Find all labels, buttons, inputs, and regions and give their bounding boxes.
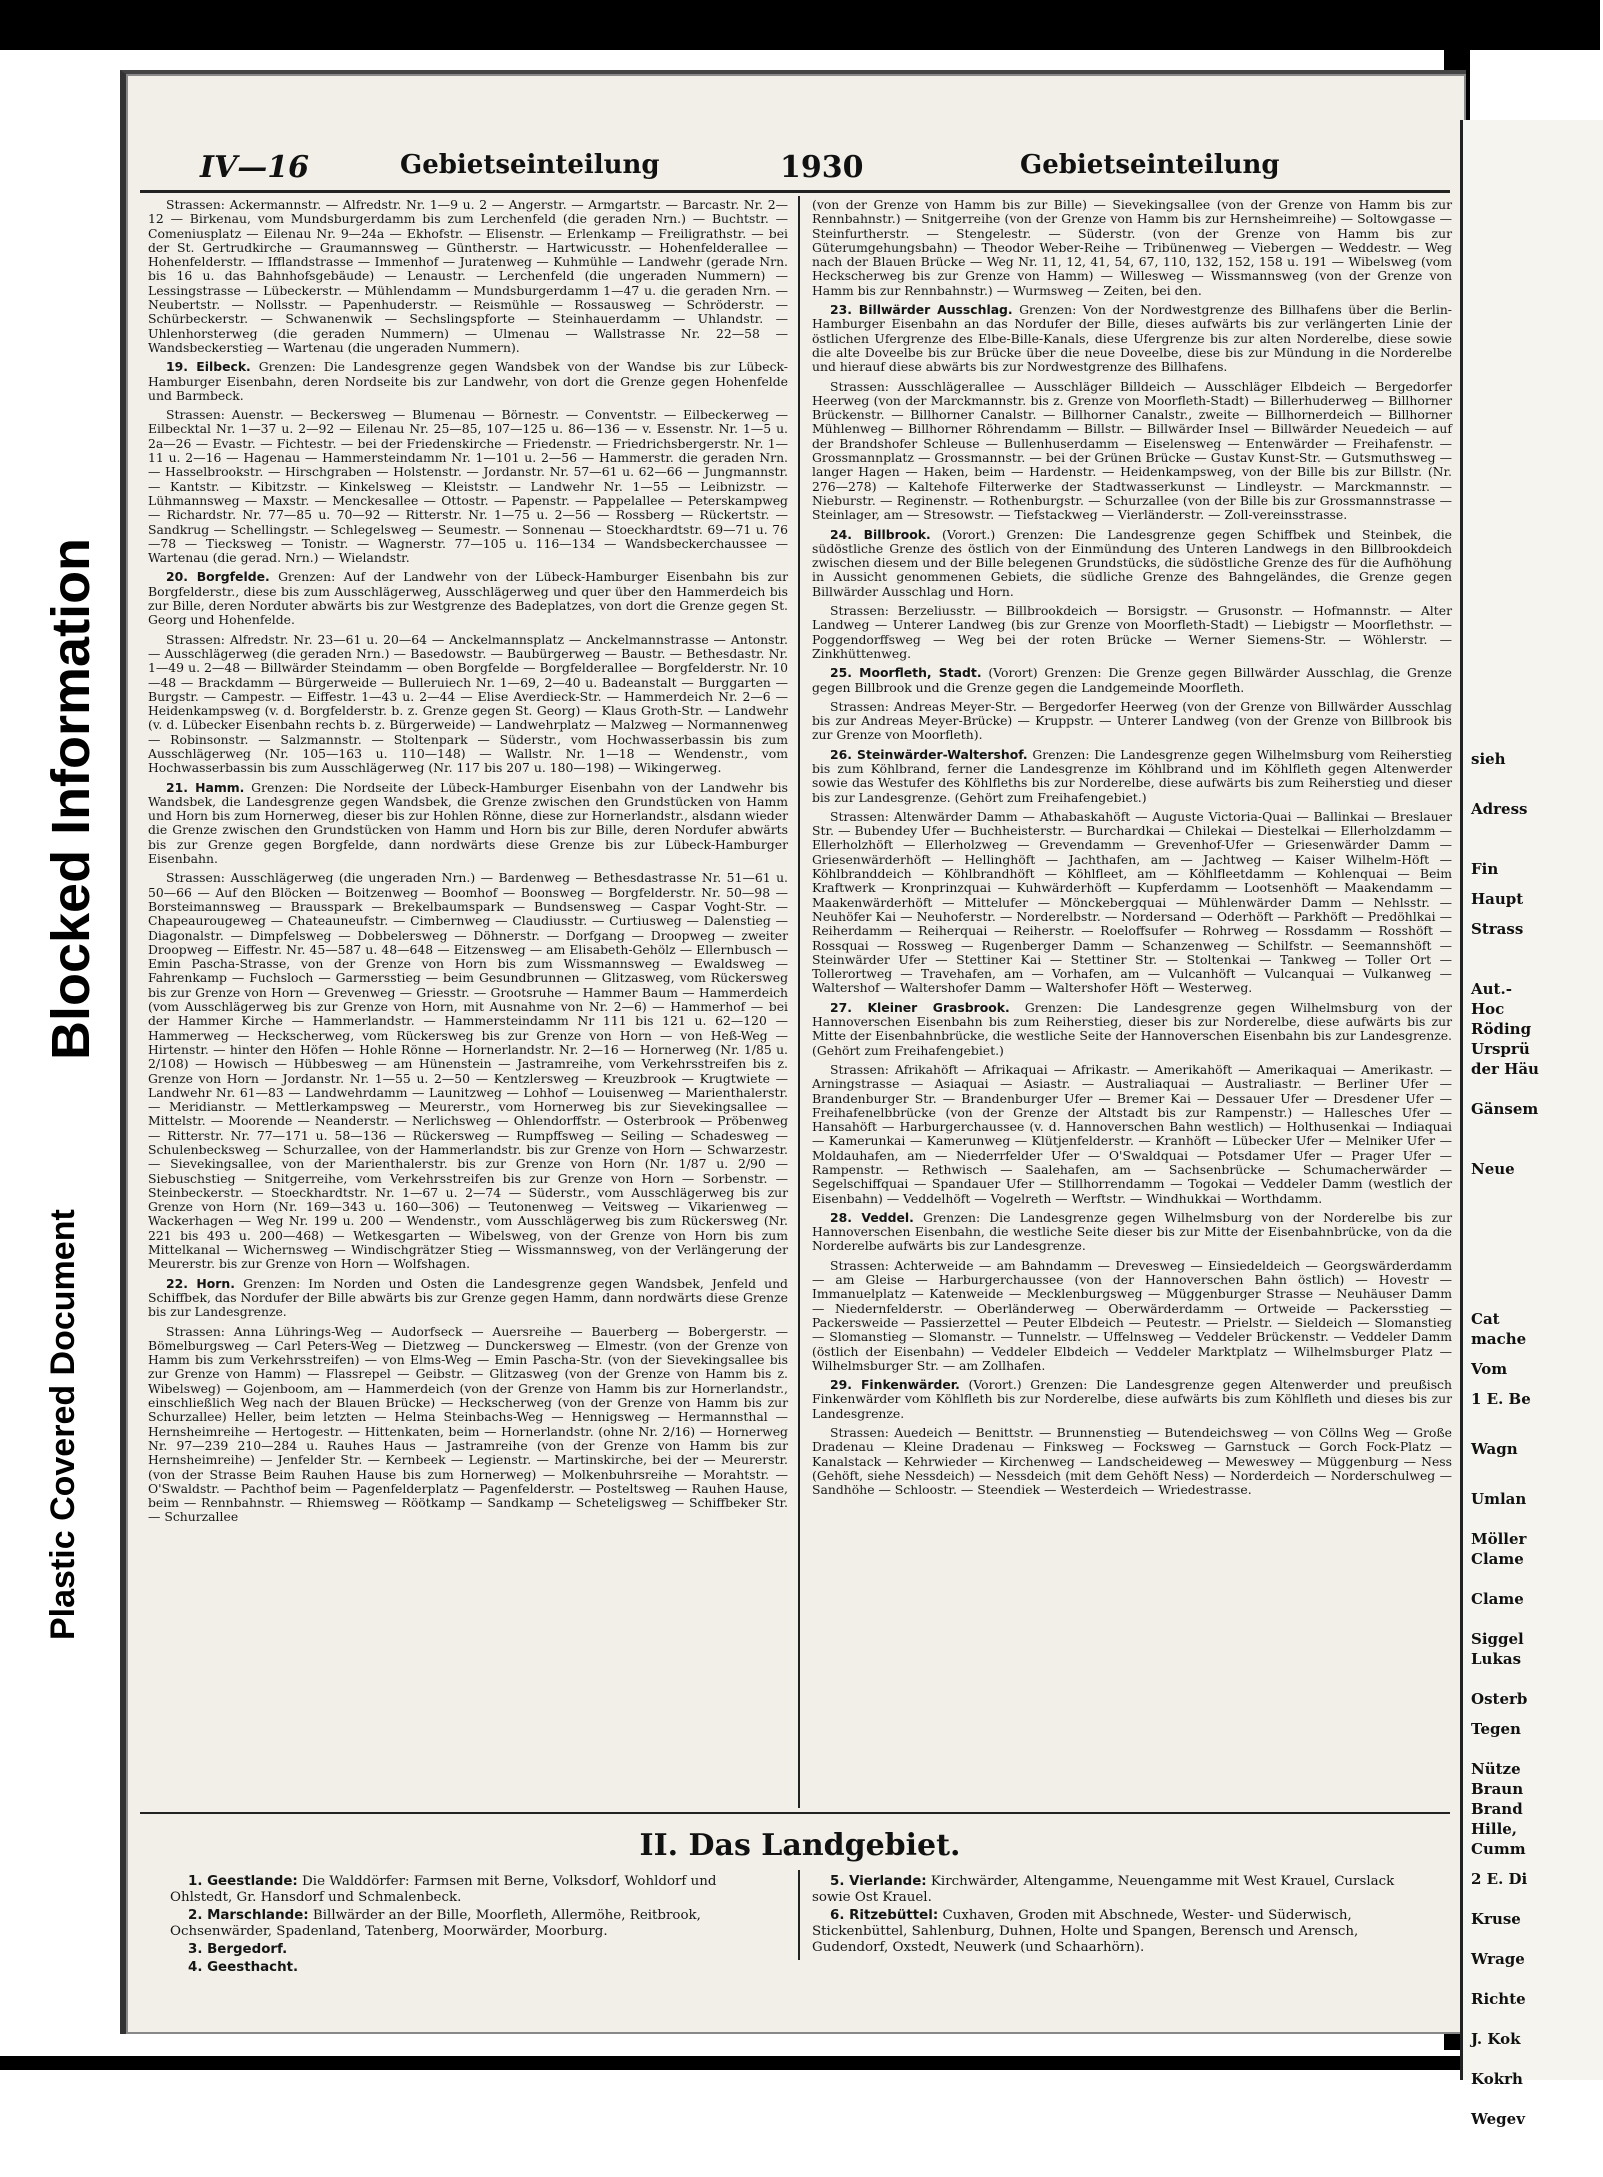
scan-edge-top [0, 0, 1600, 50]
section-28-strassen: Strassen: Achterweide — am Bahndamm — Drevesweg — Einsiedeldeich — Georgswärderdamm — am Gleise — Harburgerchaussee (von der Hannoverschen Bahn östlich) — Hovestr — Immanuelplatz — Katenweide — Mecklenburgsweg — Müggenburger Strasse — Neuhäuser Damm — Niedernfelderstr. — Oberländerweg — Oberwärderdamm — Ortweide — Packersstieg — Packersweide — Passierzettel — Peuter Elbdeich — Peutestr. — Prielstr. — Sieldeich — Slomanstieg — Slomanstieg — Slomanstr. — Tunnelstr. — Uffelnsweg — Veddeler Brückenstr. — Veddeler Damm (östlich der Eisenbahn) — Veddeler Elbdeich — Veddeler Marktplatz — Wilhelmsburger Platz — Wilhelmsburger Str. — am Zollhafen. [812, 1257, 1452, 1373]
adjacent-page-fragment: Clame [1471, 1550, 1524, 1568]
adjacent-page-fragment: Fin [1471, 860, 1499, 878]
section-19-strassen: Strassen: Auenstr. — Beckersweg — Blumenau — Börnestr. — Conventstr. — Eilbeckerweg — Eilbecktal Nr. 1—37 u. 2—92 — Eilenau Nr. 25—85, 107—125 u. 86—136 — v. Essenstr. Nr. 1—5 u. 2a—26 — Evastr. — Fichtestr. — bei der Friedenskirche — Friedenstr. — Friedrichsbergerstr. Nr. 1—11 u. 2—16 — Hagenau — Hammersteindamm Nr. 1—101 u. 2—56 — Hammerstr. die geraden Nrn. — Hasselbrookstr. — Hirschgraben — Holstenstr. — Jordanstr. Nr. 57—61 u. 62—66 — Jungmannstr. — Kantstr. — Kibitzstr. — Kinkelsweg — Kleiststr. — Landwehr Nr. 1—55 — Leibnizstr. — Lühmannsweg — Maxstr. — Menckesallee — Ottostr. — Papenstr. — Pappelallee — Peterskampweg — Richardstr. Nr. 77—85 u. 70—92 — Ritterstr. Nr. 1—75 u. 2—56 — Rossberg — Rückertstr. — Sandkrug — Schellingstr. — Schlegelsweg — Seumestr. — Sonnenau — Stoeckhardtstr. 69—71 u. 76—78 — Tiecksweg — Tonistr. — Wagnerstr. 77—105 u. 116—134 — Wandsbeckerchaussee — Wartenau (die gerad. Nrn.) — Wielandstr. [148, 407, 788, 566]
section-29 [812, 1378, 1452, 1421]
adjacent-page-fragment: Kokrh [1471, 2070, 1523, 2088]
section-21 [148, 781, 788, 867]
landgebiet-divider [798, 1870, 800, 1960]
landgebiet-item-title: 2. Marschlande: [188, 1908, 309, 1923]
adjacent-page-fragment: Neue [1471, 1160, 1515, 1178]
landgebiet-title: II. Das Landgebiet. [639, 1828, 961, 1863]
section-19 [148, 360, 788, 403]
section-28 [812, 1211, 1452, 1254]
adjacent-page-fragment: Kruse [1471, 1910, 1521, 1928]
adjacent-page-fragment: Umlan [1471, 1490, 1527, 1508]
landgebiet-item-text: Kirchwärder, Altengamme, Neuengamme mit West Krauel, Curslack sowie Ost Krauel. [812, 1874, 1395, 1905]
section-20-text: Grenzen: Auf der Landwehr von der Lübeck-Hamburger Eisenbahn bis zur Borgfelderstr., diese bis zum Ausschlägerweg, Ausschlägerweg und quer über den Hammerdeich bis zur Bille, deren Norduter abwärts bis zur Westgrenze des Badeplatzes, von dort die Grenze gegen St. Georg und Hohenfelde. [148, 569, 788, 628]
header-year: 1930 [780, 150, 864, 185]
adjacent-page-fragment: Wegev [1471, 2110, 1525, 2128]
landgebiet-item-text: Die Walddörfer: Farmsen mit Berne, Volksdorf, Wohldorf und Ohlstedt, Gr. Hansdorf und Schmalenbeck. [170, 1874, 717, 1905]
adjacent-page-fragment: 2 E. Di [1471, 1870, 1528, 1888]
adjacent-page-fragment: Braun [1471, 1780, 1524, 1798]
section-26-text: Grenzen: Die Landesgrenze gegen Wilhelmsburg vom Reiherstieg bis zum Köhlbrand, ferner die Landesgrenze im Köhlbrand und im Köhlfleth gegen Altenwerder sowie das Westufer des Köhlfleths bis zur Norderelbe, diese aufwärts bis zum Reiherstieg und dieser bis zur Landesgrenze. (Gehört zum Freihafengebiet.) [812, 746, 1452, 805]
plastic-covered-label: Plastic Covered Document [44, 1209, 82, 1640]
adjacent-page-fragment: Adress [1471, 800, 1528, 818]
landgebiet-item [170, 1942, 780, 1958]
landgebiet-item [170, 1874, 780, 1906]
section-21-text: Grenzen: Die Nordseite der Lübeck-Hamburger Eisenbahn von der Landwehr bis Wandsbek, die Landesgrenze gegen Wandsbek, die Grenze zwischen den Grundstücken von Hamm und Horn bis zum Hornerweg, dieser bis zur Hohlen Rönne, diese zur Hornerlandstr., alsdann wieder die Grenze zwischen den Grundstücken von Hamm und Horn bis zur Bille, deren Nordufer abwärts bis zur Grenze gegen Borgfelde, dann nordwärts diese Grenze bis zur Lübeck-Hamburger Eisenbahn. [148, 779, 788, 867]
section-24-strassen: Strassen: Berzeliusstr. — Billbrookdeich — Borsigstr. — Grusonstr. — Hofmannstr. — Alter Landweg — Unterer Landweg (bis zur Grenze von Moorfleth-Stadt) — Liebigstr — Moorflethstr. — Poggendorffsweg — Weg bei der roten Brücke — Werner Siemens-Str. — Wöhlerstr. — Zinkhüttenweg. [812, 603, 1452, 661]
section-24-title: 24. Billbrook. [830, 526, 931, 542]
header-rule [140, 190, 1450, 193]
section-20-strassen: Strassen: Alfredstr. Nr. 23—61 u. 20—64 — Anckelmannsplatz — Anckelmannstrasse — Antonstr. — Ausschlägerweg (die geraden Nrn.) — Basedowstr. — Baubürgerweg — Baustr. — Bethesdastr. Nr. 1—49 u. 2—48 — Billwärder Steindamm — oben Borgfelde — Borgfelderallee — Borgfelderstr. Nr. 10—48 — Brackdamm — Bürgerweide — Bulleruiech Nr. 1—69, 2—40 u. Badeanstalt — Burggarten — Burgstr. — Campestr. — Eiffestr. 1—43 u. 2—44 — Elise Averdieck-Str. — Hammerdeich Nr. 2—6 — Heidenkampsweg (v. d. Borgfelderstr. b. z. Grenze gegen St. Georg) — Klaus Groth-Str. — Landwehr (v. d. Lübecker Eisenbahn rechts b. z. Bürgerweide) — Landwehrplatz — Malzweg — Normannenweg — Robinsonstr. — Salzmannstr. — Stoltenpark — Süderstr., vom Hochwasserbassin bis zum Ausschlägerweg (Nr. 105—163 u. 110—148) — Wallstr. Nr. 1—18 — Wendenstr., vom Hochwasserbassin bis zum Ausschlägerweg (Nr. 117 bis 207 u. 180—198) — Wikingerweg. [148, 631, 788, 776]
section-20 [148, 570, 788, 627]
header-title-left: Gebietseinteilung [400, 150, 660, 180]
section-19-title: 19. Eilbeck. [166, 359, 251, 375]
adjacent-page-edge [1460, 120, 1603, 2128]
adjacent-page-fragment: Nütze [1471, 1760, 1521, 1778]
adjacent-page-fragment: 1 E. Be [1471, 1390, 1531, 1408]
adjacent-page-fragment: Hoc [1471, 1000, 1505, 1018]
section-20-title: 20. Borgfelde. [166, 569, 270, 585]
landgebiet-right [812, 1874, 1412, 1958]
landgebiet-item-text: Billwärder an der Bille, Moorfleth, Allermöhe, Reitbrook, Ochsenwärder, Spadenland, Tatenberg, Moorwärder, Moorburg. [170, 1908, 701, 1939]
adjacent-page-fragment: der Häu [1471, 1060, 1539, 1078]
landgebiet-item-title: 6. Ritzebüttel: [830, 1908, 939, 1923]
adjacent-page-fragment: Osterb [1471, 1690, 1528, 1708]
section-28-text: Grenzen: Die Landesgrenze gegen Wilhelmsburg von der Norderelbe bis zur Hannoverschen Eisenbahn, die westliche Seite dieser bis zur Mitte der Eisenbahnbrücke, von da die Norderelbe aufwärts bis zur Landesgrenze. [812, 1209, 1452, 1254]
section-22-title: 22. Horn. [166, 1275, 235, 1291]
landgebiet-item-title: 3. Bergedorf. [188, 1942, 288, 1957]
landgebiet-item-title: 4. Geesthacht. [188, 1960, 299, 1975]
section-28-title: 28. Veddel. [830, 1209, 914, 1225]
adjacent-page-fragment: Hille, [1471, 1820, 1518, 1838]
section-26-title: 26. Steinwärder-Waltershof. [830, 746, 1028, 762]
column-divider [798, 196, 800, 1808]
landgebiet-item [812, 1908, 1412, 1956]
adjacent-page-fragment: Clame [1471, 1590, 1524, 1608]
adjacent-page-fragment: Cumm [1471, 1840, 1526, 1858]
section-27 [812, 1001, 1452, 1058]
page-number: IV—16 [200, 150, 310, 185]
section-22 [148, 1277, 788, 1320]
adjacent-page-fragment: sieh [1471, 750, 1506, 768]
adjacent-page-fragment: J. Kok [1471, 2030, 1521, 2048]
section-23-strassen: Strassen: Ausschlägerallee — Ausschläger Billdeich — Ausschläger Elbdeich — Bergedorfer Heerweg (von der Marckmannstr. bis z. Grenze von Moorfleth-Stadt) — Billerhuderweg — Billhorner Brückenstr. — Billhorner Canalstr. — Billhorner Canalstr., zweite — Billhornerdeich — Billhorner Mühlenweg — Billhorner Röhrendamm — Billstr. — Billwärder Insel — Billwärder Neuedeich — auf der Brandshofer Schleuse — Bullenhuserdamm — Eiselensweg — Entenwärder — Freihafenstr. — Grossmannplatz — Grossmannstr. — bei der Grünen Brücke — Gustav Kunst-Str. — Gutsmuthsweg — langer Hagen — Haken, beim — Hardenstr. — Heidenkampsweg, von der Bille bis zur Billstr. (Nr. 276—278) — Kaltehofe Filterwerke der Stadtwasserkunst — Lindleystr. — Marckmannstr. — Nieburstr. — Reginenstr. — Rothenburgstr. — Schurzallee (von der Bille bis zur Grossmannstrasse — Steinlager, am — Stresowstr. — Tiefstackweg — Vierländerstr. — Zoll-vereinsstrasse. [812, 378, 1452, 523]
section-21-strassen: Strassen: Ausschlägerweg (die ungeraden Nrn.) — Bardenweg — Bethesdastrasse Nr. 51—61 u. 50—66 — Auf den Blöcken — Boitzenweg — Boomhof — Boonsweg — Borgfelderstr. Nr. 50—98 — Borsteimannsweg — Brausspark — Brekelbaumspark — Bundsensweg — Caspar Voght-Str. — Chapeaurougeweg — Chateauneufstr. — Cimbernweg — Claudiusstr. — Curtiusweg — Dalenstieg — Diagonalstr. — Dimpfelsweg — Dobbelersweg — Döhnerstr. — Dorfgang — Droopweg — zweiter Droopweg — Eiffestr. Nr. 45—587 u. 48—648 — Eitzensweg — am Elisabeth-Gehölz — Ellernbusch — Emin Pascha-Strasse, von der Grenze von Horn bis zum Wissmannsweg — Ewaldsweg — Fahrenkamp — Fuchsloch — Garmersstieg — beim Gesundbrunnen — Glitzasweg, vom Rückersweg bis zur Grenze von Horn — Grevenweg — Griesstr. — Grootsruhe — Hammer Baum — Hammerdeich (vom Ausschlägerweg bis zur Grenze von Horn, mit Ausnahme von Nr. 2—6) — Hammerhof — bei der Hammer Kirche — Hammerlandstr. — Hammersteindamm Nr 111 bis 121 u. 62—120 — Hammerweg — Heckscherweg, vom Rückersweg bis zur Grenze von Horn — von Heß-Weg — Hirtenstr. — hinter den Höfen — Hohle Rönne — Hornerlandstr. Nr. 2—16 — Hornerweg (Nr. 1/85 u. 2/108) — Howisch — Hübbesweg — am Hünenstein — Jastramreihe, vom Verkehrsstreifen bis z. Grenze von Horn — Jordanstr. Nr. 1—55 u. 2—50 — Kentzlersweg — Kreuzbrook — Krugtwiete — Landwehr Nr. 61—83 — Landwehrdamm — Launitzweg — Lohhof — Louisenweg — Marienthalerstr. — Meridianstr. — Mettlerkampsweg — Meurerstr., vom Hornerweg bis zur Sievekingsallee — Mittelstr. — Moorende — Neanderstr. — Nerlichsweg — Ohlendorffstr. — Osterbrook — Pröbenweg — Ritterstr. Nr. 77—171 u. 58—136 — Rückersweg — Rumpffsweg — Seiling — Schadesweg — Schulenbecksweg — Schurzallee, von der Hammerlandstr. bis zur Grenze von Horn — Schwarzestr. — Sievekingsallee, von der Marienthalerstr. bis zur Grenze von Horn (Nr. 1/87 u. 2/90 — Siebuschstieg — Snitgerreihe, vom Verkehrsstreifen bis zur Grenze von Horn — Sorbenstr. — Steinbeckerstr. — Stoeckhardtstr. Nr. 1—67 u. 2—74 — Süderstr., vom Ausschlägerweg bis zur Grenze von Horn (Nr. 169—343 u. 160—306) — Teutonenweg — Veitsweg — Vikarienweg — Wackerhagen — Weg Nr. 199 u. 200 — Wendenstr., vom Ausschlägerweg bis zum Rückersweg (Nr. 221 bis 493 u. 200—468) — Wetkesgarten — Wibelsweg, von der Grenze von Horn bis zum Mittelkanal — Wichernsweg — Windischgrätzer Stieg — Wissmannsweg, von der Verlängerung der Meurerstr. bis zur Grenze von Horn — Wolfshagen. [148, 870, 788, 1272]
section-23-title: 23. Billwärder Ausschlag. [830, 302, 1013, 318]
adjacent-page-fragment: Strass [1471, 920, 1524, 938]
left-column [148, 198, 788, 1806]
section-29-text: (Vorort.) Grenzen: Die Landesgrenze gegen Altenwerder und preußisch Finkenwärder vom Köhlfleth bis zur Norderelbe, diese aufwärts bis zum Köhlfleth und dieses bis zur Landesgrenze. [812, 1377, 1452, 1421]
adjacent-page-fragment: Ursprü [1471, 1040, 1530, 1058]
landgebiet-item [170, 1960, 780, 1976]
landgebiet-item-title: 1. Geestlande: [188, 1874, 298, 1889]
landgebiet-item [170, 1908, 780, 1940]
section-22-text: Grenzen: Im Norden und Osten die Landesgrenze gegen Wandsbek, Jenfeld und Schiffbek, das Nordufer der Bille abwärts bis zur Grenze gegen Hamm, dann nordwärts diese Grenze bis zur Landesgrenze. [148, 1275, 788, 1320]
adjacent-page-fragment: Richte [1471, 1990, 1526, 2008]
adjacent-page-fragment: Wrage [1471, 1950, 1525, 1968]
intro-strassen: Strassen: Ackermannstr. — Alfredstr. Nr. 1—9 u. 2 — Angerstr. — Armgartstr. — Barcastr. Nr. 2—12 — Birkenau, vom Mundsburgerdamm bis zum Lerchenfeld (die geraden Nrn.) — Buchtstr. — Comeniusplatz — Eilenau Nr. 9—24a — Ekhofstr. — Elisenstr. — Erlenkamp — Freiligrathstr. — bei der St. Gertrudkirche — Graumannsweg — Güntherstr. — Hartwicusstr. — Hohenfelderallee — Hohenfelderstr. — Ifflandstrasse — Immenhof — Juratenweg — Kuhmühle — Landwehr (gerade Nrn. bis 16 u. das Bahnhofsgebäude) — Lenaustr. — Lerchenfeld (die ungeraden Nummern) — Lessingstrasse — Lübeckerstr. — Mühlendamm — Mundsburgerdamm 1—47 u. die geraden Nrn. — Neubertstr. — Nollsstr. — Papenhuderstr. — Reismühle — Rossausweg — Schröderstr. — Schürbeckerstr. — Schwanenwik — Sechslingspforte — Steinhauerdamm — Uhlandstr. — Uhlenhorsterweg (die geraden Nummern) — Ulmenau — Wallstrasse Nr. 22—58 — Wandsbeckerstieg — Wartenau (die ungeraden Nummern). [148, 197, 788, 355]
adjacent-page-fragment: Gänsem [1471, 1100, 1539, 1118]
adjacent-page-fragment: Vom [1471, 1360, 1508, 1378]
section-23 [812, 303, 1452, 374]
section-rule [140, 1812, 1450, 1814]
landgebiet-left [170, 1874, 780, 1978]
adjacent-page-fragment: Haupt [1471, 890, 1524, 908]
section-25-title: 25. Moorfleth, Stadt. [830, 665, 982, 681]
adjacent-page-fragment: Tegen [1471, 1720, 1521, 1738]
section-27-strassen: Strassen: Afrikahöft — Afrikaquai — Afrikastr. — Amerikahöft — Amerikaquai — Amerikastr. — Arningstrasse — Asiaquai — Asiastr. — Australiaquai — Australiastr. — Berliner Ufer — Brandenburger Str. — Brandenburger Ufer — Bremer Kai — Dessauer Ufer — Dresdener Ufer — Freihafenelbbrücke (von der Grenze der Altstadt bis zur Rampenstr.) — Hallesches Ufer — Hansahöft — Harburgerchaussee (v. d. Hannoverschen Bahn westlich) — Holthusenkai — Indiaquai — Kamerunkai — Kamerunweg — Klütjenfelderstr. — Kranhöft — Lübecker Ufer — Melniker Ufer — Moldauhafen, am — Niederrfelder Ufer — O'Swaldquai — Potsdamer Ufer — Prager Ufer — Rampenstr. — Rethwisch — Saalehafen, am — Sachsenbrücke — Schumacherwärder — Segelschiffquai — Spandauer Ufer — Stillhorrendamm — Togokai — Veddeler Damm (westlich der Eisenbahn) — Veddelhöft — Vogelreth — Werftstr. — Windhukkai — Worthdamm. [812, 1061, 1452, 1206]
adjacent-page-fragment: Lukas [1471, 1650, 1522, 1668]
section-19-text: Grenzen: Die Landesgrenze gegen Wandsbek von der Wandse bis zur Lübeck-Hamburger Eisenbahn, deren Nordseite bis zur Landwehr, von dort die Grenze gegen Hohenfelde und Barmbeck. [148, 359, 788, 403]
section-25-strassen: Strassen: Andreas Meyer-Str. — Bergedorfer Heerweg (von der Grenze von Billwärder Ausschlag bis zur Andreas Meyer-Brücke) — Kruppstr. — Unterer Landweg (von der Grenze von Billbrook bis zur Grenze von Moorfleth). [812, 698, 1452, 743]
blocked-information-label: Blocked Information [41, 537, 101, 1060]
adjacent-page-fragment: Möller [1471, 1530, 1527, 1548]
section-24-text: (Vorort.) Grenzen: Die Landesgrenze gegen Schiffbek und Steinbek, die südöstliche Grenze des östlich von der Einmündung des Unteren Landwegs in den Billbrookdeich zwischen diesem und der Bille belegenen Grundstücks, die südöstliche Grenze des für die Aufhöhung in Aussicht genommenen Gebiets, die südliche Grenze des Bahngeländes, die Grenze gegen Billwärder Ausschlag und Horn. [812, 526, 1452, 599]
section-26-strassen: Strassen: Altenwärder Damm — Athabaskahöft — Auguste Victoria-Quai — Ballinkai — Breslauer Str. — Bubendey Ufer — Buchheisterstr. — Burchardkai — Chilekai — Diestelkai — Ellerholzdamm — Ellerholzhöft — Ellerholzweg — Grevendamm — Grevenhof-Ufer — Griesenwärder Damm — Griesenwärderhöft — Hellinghöft — Jachthafen, am — Jachtweg — Kaiser Wilhelm-Höft — Köhlbranddeich — Köhlbrandhöft — Köhlfleet, am — Köhlfleetdamm — Kohlenquai — Beim Kraftwerk — Kronprinzquai — Kuhwärderhöft — Kupferdamm — Lootsenhöft — Maakendamm — Maakenwärderhöft — Mittelufer — Mönckebergquai — Mühlenwärder Damm — Nehlsstr. — Neuhöfer Kai — Neuhoferstr. — Norderelbstr. — Nordersand — Oderhöft — Parkhöft — Predöhlkai — Reiherdamm — Reiherquai — Reiherstr. — Roeloffsufer — Rohrweg — Rossdamm — Rosshöft — Rossquai — Rossweg — Rugenberger Damm — Schanzenweg — Schilfstr. — Seemannshöft — Steinwärder Ufer — Stettiner Kai — Stettiner Str. — Stoltenkai — Tankweg — Toller Ort — Tollerortweg — Travehafen, am — Vorhafen, am — Vulcanhöft — Vulcanquai — Vulkanweg — Waltershof — Waltershofer Damm — Waltershofer Höft — Westerweg. [812, 808, 1452, 996]
section-25-text: (Vorort) Grenzen: Die Grenze gegen Billwärder Ausschlag, die Grenze gegen Billbrook und die Grenze gegen die Landgemeinde Moorfleth. [812, 665, 1452, 695]
section-29-title: 29. Finkenwärder. [830, 1377, 960, 1393]
landgebiet-item-text: Cuxhaven, Groden mit Abschnede, Wester- und Süderwisch, Stickenbüttel, Sahlenburg, Duhnen, Holte und Spangen, Berensch und Arensch, Gudendorf, Oxstedt, Neuwerk (und Schaarhörn). [812, 1908, 1359, 1955]
landgebiet-item-title: 5. Vierlande: [830, 1874, 927, 1889]
section-27-text: Grenzen: Die Landesgrenze gegen Wilhelmsburg von der Hannoverschen Eisenbahn bis zum Reiherstieg, dieser bis zur Norderelbe, diese aufwärts bis zur Mitte der Eisenbahnbrücke, die westliche Seite der Hannoverschen Eisenbahn bis zur Landesgrenze. (Gehört zum Freihafengebiet.) [812, 999, 1452, 1058]
section-25 [812, 666, 1452, 695]
adjacent-page-fragment: Brand [1471, 1800, 1523, 1818]
adjacent-page-fragment: Aut.- [1471, 980, 1512, 998]
section-26 [812, 748, 1452, 805]
section-24 [812, 528, 1452, 599]
adjacent-page-fragment: mache [1471, 1330, 1527, 1348]
adjacent-page-fragment: Wagn [1471, 1440, 1518, 1458]
adjacent-page-fragment: Röding [1471, 1020, 1532, 1038]
section-27-title: 27. Kleiner Grasbrook. [830, 999, 1010, 1015]
section-21-title: 21. Hamm. [166, 779, 245, 795]
continuation-text: (von der Grenze von Hamm bis zur Bille) — Sievekingsallee (von der Grenze von Hamm bis zur Rennbahnstr.) — Snitgerreihe (von der Grenze von Hamm bis zur Hernsheimreihe) — Soltowgasse — Steinfurtherstr. — Stengelestr. — Süderstr. (von der Grenze von Hamm bis zur Güterumgehungsbahn) — Theodor Weber-Reihe — Tribünenweg — Viebergen — Weddestr. — Weg nach der Blauen Brücke — Weg Nr. 11, 12, 41, 54, 67, 110, 132, 152, 158 u. 191 — Wibelsweg (vom Heckscherweg bis zur Grenze von Hamm) — Willesweg — Wissmannsweg (von der Grenze von Hamm bis zur Rennbahnstr.) — Wurmsweg — Zeiten, bei den. [812, 197, 1452, 298]
section-29-strassen: Strassen: Auedeich — Benittstr. — Brunnenstieg — Butendeichsweg — von Cöllns Weg — Große Dradenau — Kleine Dradenau — Finksweg — Focksweg — Garnstuck — Gorch Fock-Platz — Kanalstack — Kehrwieder — Kirchenweg — Landscheideweg — Meweswey — Müggenburg — Ness (Gehöft, siehe Nessdeich) — Nessdeich (mit dem Gehöft Ness) — Norderdeich — Norderschulweg — Sandhöhe — Schloostr. — Steendiek — Westerdeich — Wriedestrasse. [812, 1425, 1452, 1498]
header-title-right: Gebietseinteilung [1020, 150, 1280, 180]
landgebiet-item [812, 1874, 1412, 1906]
section-22-strassen: Strassen: Anna Lührings-Weg — Audorfseck — Auersreihe — Bauerberg — Bobergerstr. — Bömelburgsweg — Carl Peters-Weg — Dietzweg — Dunckersweg — Elmestr. (von der Grenze von Hamm bis zum Verkehrsstreifen) — von Elms-Weg — Emin Pascha-Str. (von der Sievekingsallee bis zur Grenze von Hamm) — Flassrepel — Geibstr. — Glitzasweg (von der Grenze von Hamm bis z. Wibelsweg) — Gojenboom, am — Hammerdeich (von der Grenze von Hamm bis zur Hornerlandstr., einschließlich Weg nach der Blauen Brücke) — Heckscherweg (von der Grenze von Hamm bis zur Schurzallee) Heller, beim letzten — Helma Steinbachs-Weg — Hennigsweg — Hermannsthal — Hernsheimreihe — Hertogestr. — Hittenkaten, beim — Hornerlandstr. (ohne Nr. 2/16) — Hornerweg Nr. 97—239 210—284 u. Rauhes Haus — Jastramreihe (von der Grenze von Hamm bis zur Hernsheimreihe) — Jenfelder Str. — Kernbeek — Legienstr. — Martinskirche, bei der — Meurerstr. (von der Strasse Beim Rauhen Hause bis zum Hornerweg) — Molkenbuhrsreihe — Morahtstr. — O'Swaldstr. — Pachthof beim — Pagenfelderplatz — Pagenfelderstr. — Posteltsweg — Rauhen Hause, beim — Rennbahnstr. — Rhiemsweg — Röötkamp — Sandkamp — Scheteligsweg — Schiffbeker Str. — Schurzallee [148, 1323, 788, 1525]
adjacent-page-fragment: Cat [1471, 1310, 1500, 1328]
right-column [812, 198, 1452, 1806]
section-23-text: Grenzen: Von der Nordwestgrenze des Billhafens über die Berlin-Hamburger Eisenbahn an das Nordufer der Bille, dieses aufwärts bis zur verlängerten Linie der östlichen Ufergrenze des Elbe-Bille-Kanals, diese Ufergrenze bis zur alten Norderelbe, diese sowie die alte Doveelbe bis zur Brücke über die neue Doveelbe, diese bis zur Mündung in die Norderelbe und hierauf diese abwärts bis zur Nordwestgrenze des Billhafens. [812, 302, 1452, 375]
adjacent-page-fragment: Siggel [1471, 1630, 1524, 1648]
scan-edge-bottom [0, 2056, 1600, 2070]
